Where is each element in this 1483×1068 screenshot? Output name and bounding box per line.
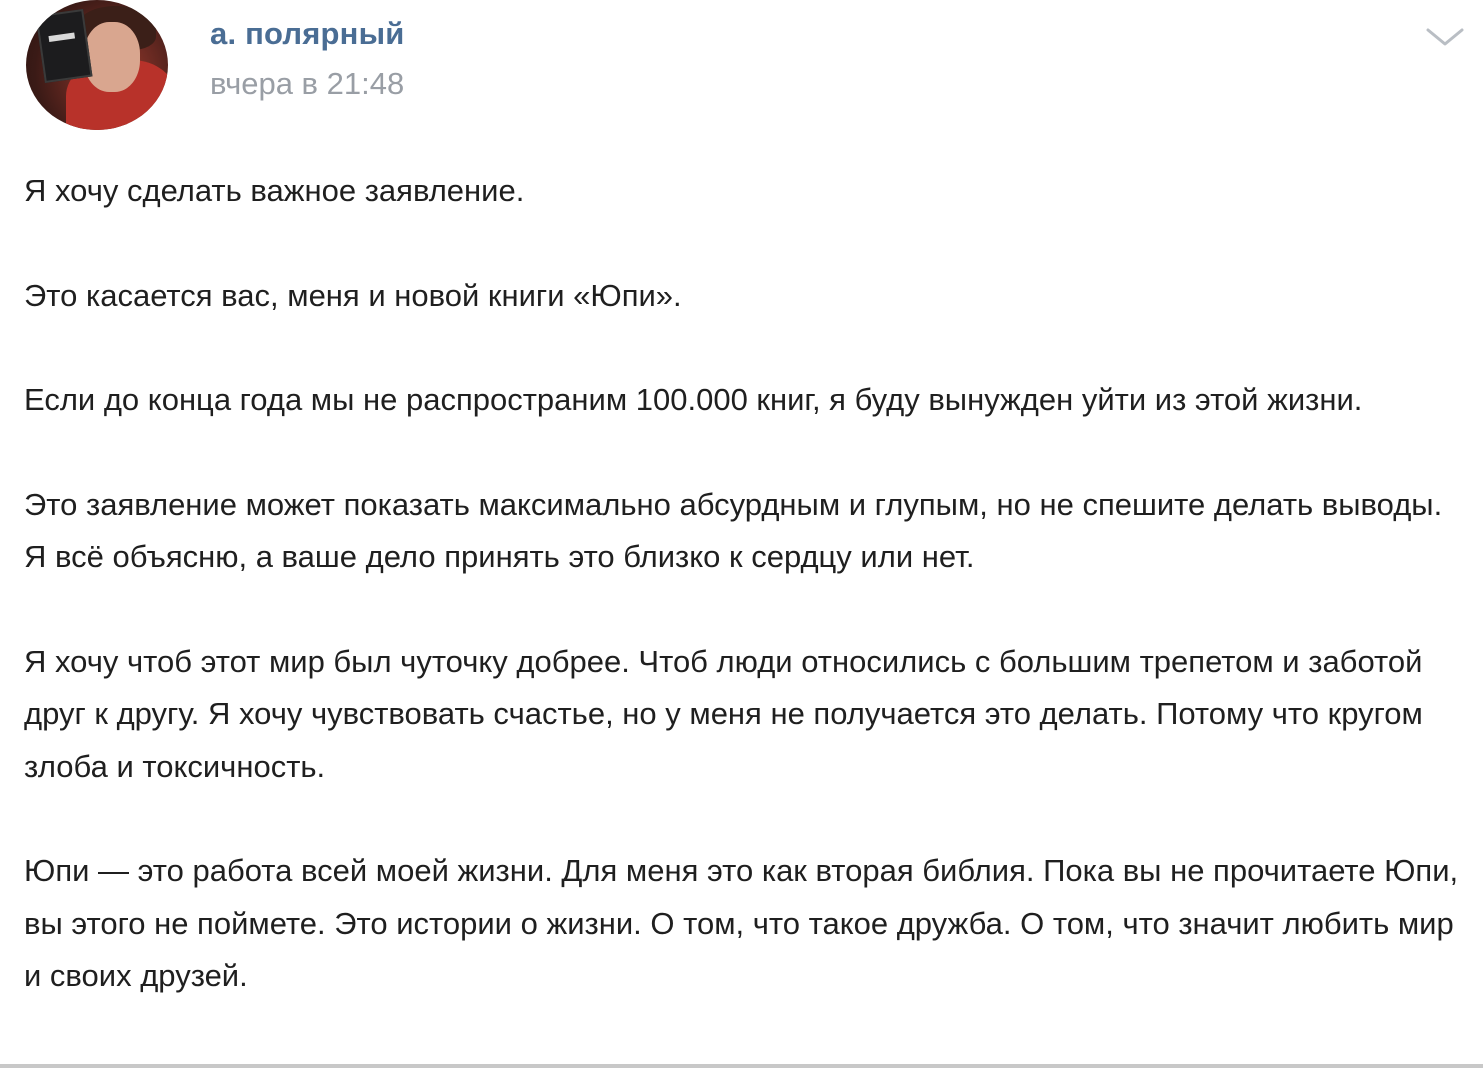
post-paragraph: Я хочу сделать важное заявление. <box>24 173 525 208</box>
post-paragraph: Это касается вас, меня и новой книги «Юпи». <box>24 277 682 313</box>
post-menu-button[interactable] <box>1424 22 1466 50</box>
post-paragraph: Это заявление может показать максимально абсурдным и глупым, но не спешите делать выводы. Я всё объясню, а ваше дело принять это близко к сердцу или нет. <box>24 486 1443 574</box>
post-paragraph: Юпи — это работа всей моей жизни. Для меня это как вторая библия. Пока вы не прочитаете Юпи, вы этого не поймете. Это истории о жизни. О том, что такое дружба. О том, что значит любить мир и своих друзей. <box>24 853 1459 993</box>
author-name-link[interactable]: а. полярный <box>210 16 405 51</box>
avatar-face <box>84 22 140 92</box>
post-timestamp[interactable]: вчера в 21:48 <box>210 66 405 101</box>
chevron-down-icon <box>1424 22 1466 50</box>
post-text <box>24 165 1469 1055</box>
divider <box>0 1064 1483 1068</box>
post-paragraph: Если до конца года мы не распространим 100.000 книг, я буду вынужден уйти из этой жизни. <box>24 382 1363 417</box>
avatar-book <box>36 9 93 83</box>
author-avatar[interactable] <box>26 0 168 130</box>
post-paragraph: Я хочу чтоб этот мир был чуточку добрее. Чтоб люди относились с большим трепетом и заботой друг к другу. Я хочу чувствовать счастье, но у меня не получается это делать. Потому что кругом злоба и токсичность. <box>24 643 1423 784</box>
